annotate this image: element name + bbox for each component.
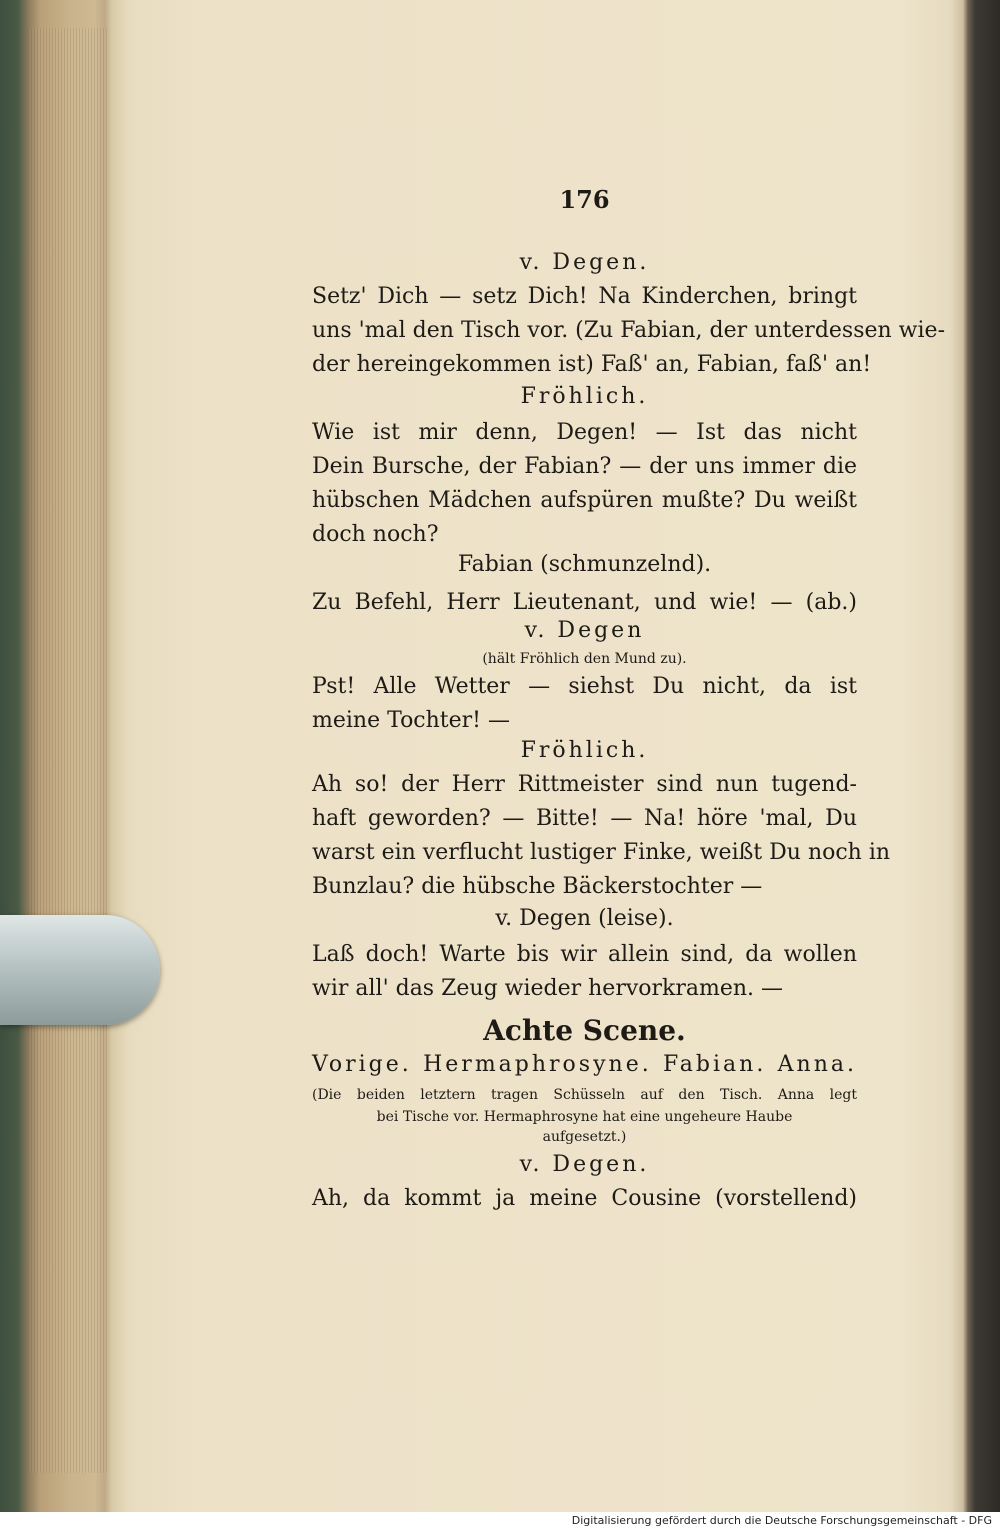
text-line: warst ein verflucht lustiger Finke, weißt Du noch in <box>312 840 891 865</box>
text-line: Vorige. Hermaphrosyne. Fabian. Anna. <box>312 1052 857 1077</box>
text-line: v. Degen. <box>519 1152 650 1177</box>
text-line: v. Degen (leise). <box>495 906 674 931</box>
text-line: Ah, da kommt ja meine Cousine (vorstellend) <box>312 1186 857 1211</box>
text-line: doch noch? <box>312 522 439 547</box>
footer-bar <box>0 1512 1000 1529</box>
text-line: Pst! Alle Wetter — siehst Du nicht, da ist <box>312 674 857 699</box>
text-line: Dein Bursche, der Fabian? — der uns immer die <box>312 454 857 479</box>
text-line: Laß doch! Warte bis wir allein sind, da wollen <box>312 942 857 967</box>
text-line: Fröhlich. <box>520 738 649 763</box>
stage-direction: (Die beiden letztern tragen Schüsseln auf den Tisch. Anna legt <box>312 1087 857 1103</box>
text-line: uns 'mal den Tisch vor. (Zu Fabian, der unterdessen wie- <box>312 318 946 343</box>
footer-credit: Digitalisierung gefördert durch die Deutsche Forschungsgemeinschaft - DFG <box>571 1514 992 1527</box>
text-line: haft geworden? — Bitte! — Na! höre 'mal, Du <box>312 806 857 831</box>
text-line: meine Tochter! — <box>312 708 511 733</box>
text-line: v. Degen <box>524 618 645 643</box>
page-number: 176 <box>559 185 610 214</box>
text-line: wir all' das Zeug wieder hervorkramen. — <box>312 976 784 1001</box>
page-edges <box>28 28 108 1473</box>
text-line: Fabian (schmunzelnd). <box>457 552 712 577</box>
scene-heading: Achte Scene. <box>483 1014 686 1047</box>
text-line: hübschen Mädchen aufspüren mußte? Du weißt <box>312 488 857 513</box>
text-line: der hereingekommen ist) Faß' an, Fabian, faß' an! <box>312 352 872 377</box>
stage-direction: aufgesetzt.) <box>542 1129 627 1145</box>
text-line: Wie ist mir denn, Degen! — Ist das nicht <box>312 420 857 445</box>
text-line: Setz' Dich — setz Dich! Na Kinderchen, bringt <box>312 284 857 309</box>
text-line: Bunzlau? die hübsche Bäckerstochter — <box>312 874 763 899</box>
text-line: v. Degen. <box>519 250 650 275</box>
page-holder-clip <box>0 915 160 1025</box>
stage-direction: bei Tische vor. Hermaphrosyne hat eine ungeheure Haube <box>376 1109 793 1125</box>
text-line: Fröhlich. <box>520 384 649 409</box>
text-line: Zu Befehl, Herr Lieutenant, und wie! — (ab.) <box>312 590 857 615</box>
text-line: (hält Fröhlich den Mund zu). <box>482 651 687 667</box>
text-line: Ah so! der Herr Rittmeister sind nun tugend- <box>312 772 857 797</box>
